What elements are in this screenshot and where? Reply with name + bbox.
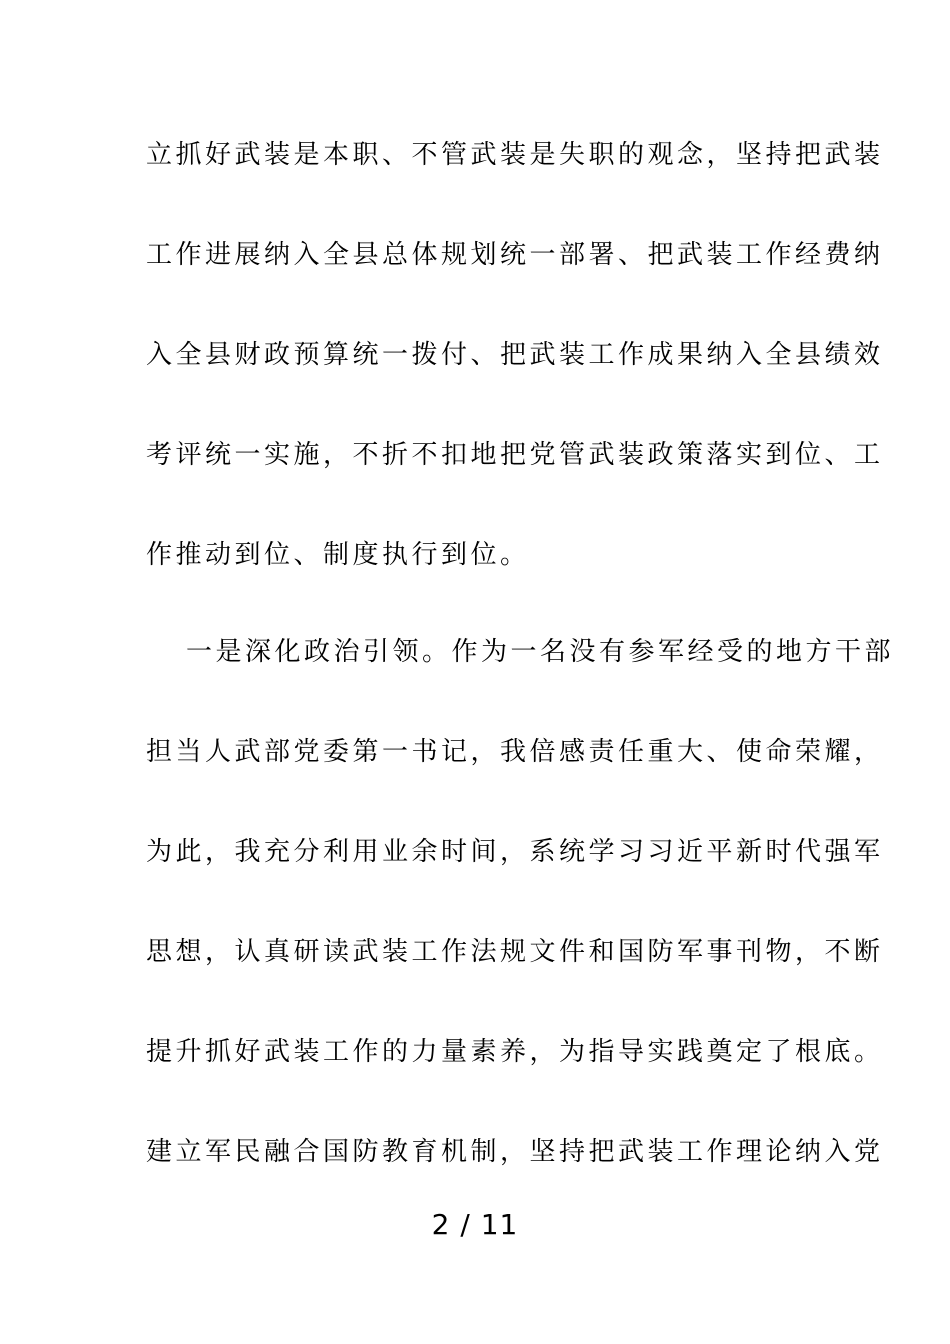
paragraph-line: 担当人武部党委第一书记，我倍感责任重大、使命荣耀， <box>146 737 884 767</box>
paragraph-line: 立抓好武装是本职、不管武装是失职的观念，坚持把武装 <box>146 140 884 170</box>
paragraph-line: 入全县财政预算统一拨付、把武装工作成果纳入全县绩效 <box>146 340 884 370</box>
paragraph-line: 思想，认真研读武装工作法规文件和国防军事刊物，不断 <box>146 937 884 967</box>
paragraph-line: 建立军民融合国防教育机制，坚持把武装工作理论纳入党 <box>146 1137 884 1167</box>
paragraph-first-line: 一是深化政治引领。作为一名没有参军经受的地方干部 <box>186 637 895 667</box>
page-number: 2 / 11 <box>431 1208 519 1241</box>
paragraph-line: 考评统一实施，不折不扣地把党管武装政策落实到位、工 <box>146 440 884 470</box>
paragraph-line: 工作进展纳入全县总体规划统一部署、把武装工作经费纳 <box>146 240 884 270</box>
paragraph-line: 为此，我充分利用业余时间，系统学习习近平新时代强军 <box>146 837 884 867</box>
paragraph-line: 作推动到位、制度执行到位。 <box>146 540 530 570</box>
paragraph-line: 提升抓好武装工作的力量素养，为指导实践奠定了根底。 <box>146 1037 884 1067</box>
